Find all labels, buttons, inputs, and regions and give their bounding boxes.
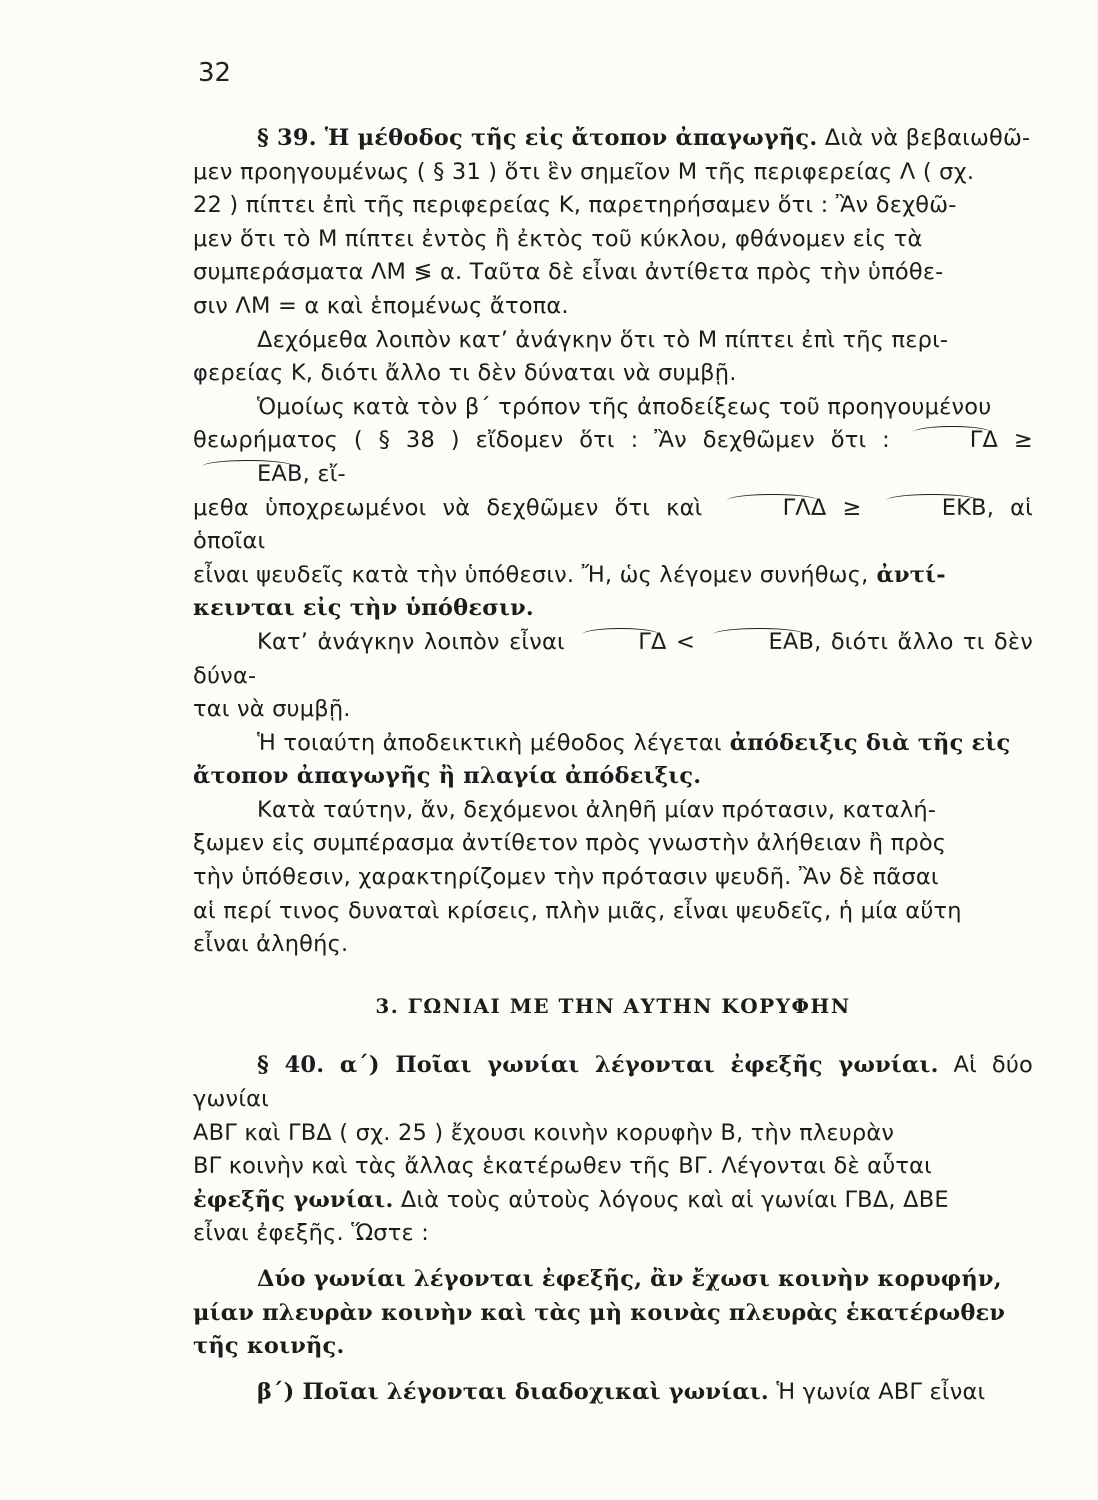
paragraph-consecutive-angles: β΄) Ποῖαι λέγονται διαδοχικαὶ γωνίαι. Ἡ γωνία ΑΒΓ εἶναι xyxy=(257,1378,986,1405)
arc-eab: ΕΑΒ xyxy=(193,458,303,492)
page-number: 32 xyxy=(198,58,232,88)
arc-gld: ΓΛΔ xyxy=(719,492,827,526)
less-greater-symbol: ≶ xyxy=(413,259,433,286)
subsection-b-title: β΄) Ποῖαι λέγονται διαδοχικαὶ γωνίαι. xyxy=(257,1378,769,1405)
arc-ekb: ΕΚΒ xyxy=(878,492,987,526)
body-text xyxy=(193,122,1033,1409)
arc-gd: ΓΔ xyxy=(906,424,998,458)
arc-gd-2: ΓΔ xyxy=(574,626,666,660)
section-40-title: § 40. α΄) Ποῖαι γωνίαι λέγονται ἐφεξῆς γωνίαι. xyxy=(257,1052,939,1079)
paragraph-accordingly: Κατὰ ταύτην, ἄν, δεχόμενοι ἀληθῆ μίαν πρότασιν, καταλή- ξωμεν εἰς συμπέρασμα ἀντίθετον πρὸς γνωστὴν ἀλήθειαν ἢ πρὸς τὴν ὑπόθεσιν, χαρακτηρίζομεν τὴν πρότασιν ψευδῆ. Ἂν δὲ πᾶσαι αἱ περί τινος δυναταὶ κρίσεις, πλὴν μιᾶς, εἶναι ψευδεῖς, ἡ μία αὕτη εἶναι ἀληθής. xyxy=(193,796,962,958)
paragraph-adjacent-angles: § 40. α΄) Ποῖαι γωνίαι λέγονται ἐφεξῆς γωνίαι. Αἱ δύο γωνίαι ΑΒΓ καὶ ΓΒΔ ( σχ. 25 ) ἔχουσι κοινὴν κορυφὴν Β, τὴν πλευρὰν ΒΓ κοινὴν καὶ τὰς ἄλλας ἑκατέρωθεν τῆς ΒΓ. Λέγονται δὲ αὗται ἐφεξῆς γωνίαι. Διὰ τοὺς αὐτοὺς λόγους καὶ αἱ γωνίαι ΓΒΔ, ΔΒΕ εἶναι ἐφεξῆς. Ὥστε : xyxy=(193,1052,1033,1247)
paragraph-conclusion: Δεχόμεθα λοιπὸν κατ’ ἀνάγκην ὅτι τὸ Μ πίπτει ἐπὶ τῆς περι- φερείας Κ, διότι ἄλλο τι δὲν δύναται νὰ συμβῇ. xyxy=(193,326,949,387)
section-39-title: § 39. Ἡ μέθοδος τῆς εἰς ἄτοπον ἀπαγωγῆς. xyxy=(257,125,818,151)
section-heading: 3. ΓΩΝΙΑΙ ΜΕ ΤΗΝ ΑΥΤΗΝ ΚΟΡΥΦΗΝ xyxy=(375,993,851,1018)
paragraph-method-absurd: § 39. Ἡ μέθοδος τῆς εἰς ἄτοπον ἀπαγωγῆς. Διὰ νὰ βεβαιωθῶ- μεν προηγουμένως ( § 31 ) ὅτι ἓν σημεῖον Μ τῆς περιφερείας Λ ( σχ. 22 ) πίπτει ἐπὶ τῆς περιφερείας Κ, παρετηρήσαμεν ὅτι : Ἂν δεχθῶ- μεν ὅτι τὸ Μ πίπτει ἐντὸς ἢ ἐκτὸς τοῦ κύκλου, φθάνομεν εἰς τὰ συμπεράσματα ΛΜ ≶ α. Ταῦτα δὲ εἶναι ἀντίθετα πρὸς τὴν ὑπόθε- σιν ΛΜ = α καὶ ἑπομένως ἄτοπα. xyxy=(193,125,1031,319)
paragraph-necessarily: Κατ’ ἀνάγκην λοιπὸν εἶναι ΓΔ < ΕΑΒ, διότι ἄλλο τι δὲν δύνα- ται νὰ συμβῇ. xyxy=(193,626,1033,727)
paragraph-indirect-proof: Ἡ τοιαύτη ἀποδεικτικὴ μέθοδος λέγεται ἀπόδειξις διὰ τῆς εἰς ἄτοπον ἀπαγωγῆς ἢ πλαγία ἀπόδειξις. xyxy=(193,729,1011,790)
paragraph-similarly: Ὁμοίως κατὰ τὸν β΄ τρόπον τῆς ἀποδείξεως τοῦ προηγουμένου θεωρήματος ( § 38 ) εἴδομεν ὅτι : Ἂν δεχθῶμεν ὅτι : ΓΔ ≥ ΕΑΒ, εἴ- μεθα ὑποχρεωμένοι νὰ δεχθῶμεν ὅτι καὶ ΓΛΔ ≥ ΕΚΒ, αἱ ὁποῖαι εἶναι ψευδεῖς κατὰ τὴν ὑπόθεσιν. Ἤ, ὡς λέγομεν συνήθως, ἀντί- κεινται εἰς τὴν ὑπόθεσιν. xyxy=(193,393,1033,622)
arc-eab-2: ΕΑΒ xyxy=(704,626,814,660)
definition-adjacent-angles: Δύο γωνίαι λέγονται ἐφεξῆς, ἂν ἔχωσι κοινὴν κορυφήν, μίαν πλευρὰν κοινὴν καὶ τὰς μὴ κοινὰς πλευρὰς ἑκατέρωθεν τῆς κοινῆς. xyxy=(193,1266,1006,1360)
